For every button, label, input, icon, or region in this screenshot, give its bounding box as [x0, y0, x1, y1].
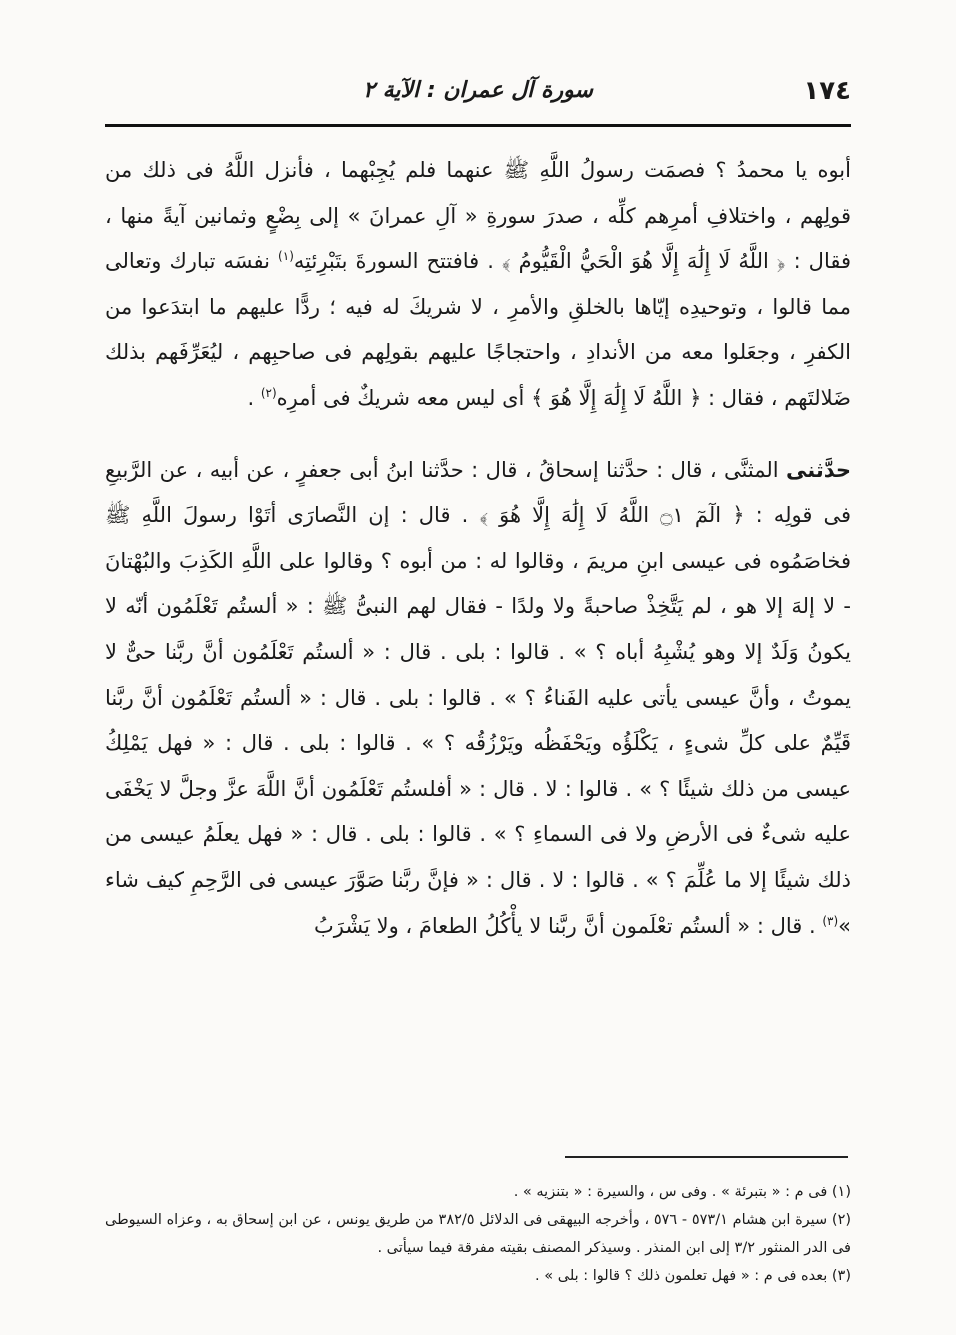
paragraph-2-lead-word: حدَّثنى — [786, 457, 851, 482]
paragraph-2-text-b: . قال : « ألستُم تعْلَمون أنَّ ربَّنا لا يأْكُلُ الطعامَ ، ولا يَشْرَبُ — [314, 913, 823, 938]
paragraph-1-text-b: نفسَه تبارك وتعالى مما قالوا ، وتوحيدِه إيّاها بالخلقِ والأمرِ ، لا شريكَ له فيه ؛ ردًّا عليهم ما ابتدَعوا من الكفرِ ، وجعَلوا معه من الأندادِ ، واحتجاجًا عليهم بقولِهم فى صاحبِهم ، ليُعَرِّفَهم بذلك ضَلالتَهم ، فقال : ﴿ اللَّهُ لَا إِلَٰهَ إِلَّا هُوَ ﴾ أى ليس معه شريكٌ فى أمرِه — [105, 249, 851, 410]
footnote-rule — [565, 1156, 848, 1158]
main-text — [105, 148, 851, 949]
running-title: سورة آل عمران : الآية ٢ — [363, 78, 593, 103]
footnote-ref-1: (١) — [278, 249, 294, 264]
footnote-ref-2: (٢) — [260, 385, 277, 400]
paragraph-2 — [105, 448, 851, 950]
footnotes — [105, 1178, 851, 1290]
footnote-2: (٢) سيرة ابن هشام ٥٧٣/١ - ٥٧٦ ، وأخرجه البيهقى فى الدلائل ٣٨٢/٥ من طريق يونس ، عن ابن إسحاق به ، وعزاه السيوطى فى الدر المنثور ٣/٢ إلى ابن المنذر . وسيذكر المصنف بقيته مفرقة فيما سيأتى . — [105, 1212, 852, 1256]
footnote-1: (١) فى م : « بتبرئة » . وفى س ، والسيرة : « بتنزيه » . — [513, 1184, 851, 1200]
header-rule — [105, 124, 851, 127]
paragraph-1-text-a: أبوه يا محمدُ ؟ فصمَت رسولُ اللَّهِ ﷺ عنهما فلم يُجِبْهما ، فأنزل اللَّهُ فى ذلك من قولِهم ، واختلافِ أمرِهم كلِّه ، صدرَ سورةِ « آلِ عمرانَ » إلى بِضْعٍ وثمانين آيةً منها ، فقال : ﴿ اللَّهُ لَا إِلَٰهَ إِلَّا هُوَ الْحَيُّ الْقَيُّومُ ﴾ . فافتتح السورةَ بتَبْرِئتِه — [105, 158, 852, 274]
paragraph-1-text-c: . — [247, 385, 261, 410]
footnote-ref-3: (٣) — [822, 913, 839, 928]
paragraph-1 — [105, 148, 851, 422]
page-number: ١٧٤ — [803, 76, 851, 106]
footnote-3: (٣) بعده فى م : « فهل تعلمون ذلك ؟ قالوا : بلى » . — [535, 1268, 851, 1284]
page-header — [105, 76, 851, 116]
paragraph-2-text-a: المثنَّى ، قال : حدَّثنا إسحاقُ ، قال : حدَّثنا ابنُ أبى جعفرٍ ، عن أبيه ، عن الرَّبيعِ فى قولِه : ﴿ الٓمٓ ۝١ اللَّهُ لَا إِلَٰهَ إِلَّا هُوَ ﴾ . قال : إن النَّصارَى أتَوْا رسولَ اللَّهِ ﷺ فخاصَمُوه فى عيسى ابنِ مريمَ ، وقالوا له : من أبوه ؟ وقالوا على اللَّهِ الكَذِبَ والبُهْتانَ - لا إلهَ إلا هو ، لم يَتَّخِذْ صاحبةً ولا ولدًا - فقال لهم النبىُّ ﷺ : « ألستُم تَعْلَمُون أنّه لا يكونُ وَلَدٌ إلا وهو يُشْبِهُ أباه ؟ » . قالوا : بلى . قال : « ألستُم تَعْلَمُون أنَّ ربَّنا حىٌّ لا يموتُ ، وأنَّ عيسى يأتى عليه الفَناءُ ؟ » . قالوا : بلى . قال : « ألستُم تَعْلَمُون أنَّ ربَّنا قَيِّمٌ على كلِّ شىءٍ ، يَكْلَؤُه ويَحْفَظُه ويَرْزُقُه ؟ » . قالوا : بلى . قال : « فهل يَمْلِكُ عيسى من ذلك شيئًا ؟ » . قالوا : لا . قال : « أفلستُم تَعْلَمُون أنَّ اللَّهَ عزَّ وجلَّ لا يَخْفَى عليه شىءٌ فى الأرضِ ولا فى السماءِ ؟ » . قالوا : بلى . قال : « فهل يعلَمُ عيسى من ذلك شيئًا إلا ما عُلِّمَ ؟ » . قالوا : لا . قال : « فإنَّ ربَّنا صَوَّرَ عيسى فى الرَّحِمِ كيف شاء » — [105, 457, 851, 938]
